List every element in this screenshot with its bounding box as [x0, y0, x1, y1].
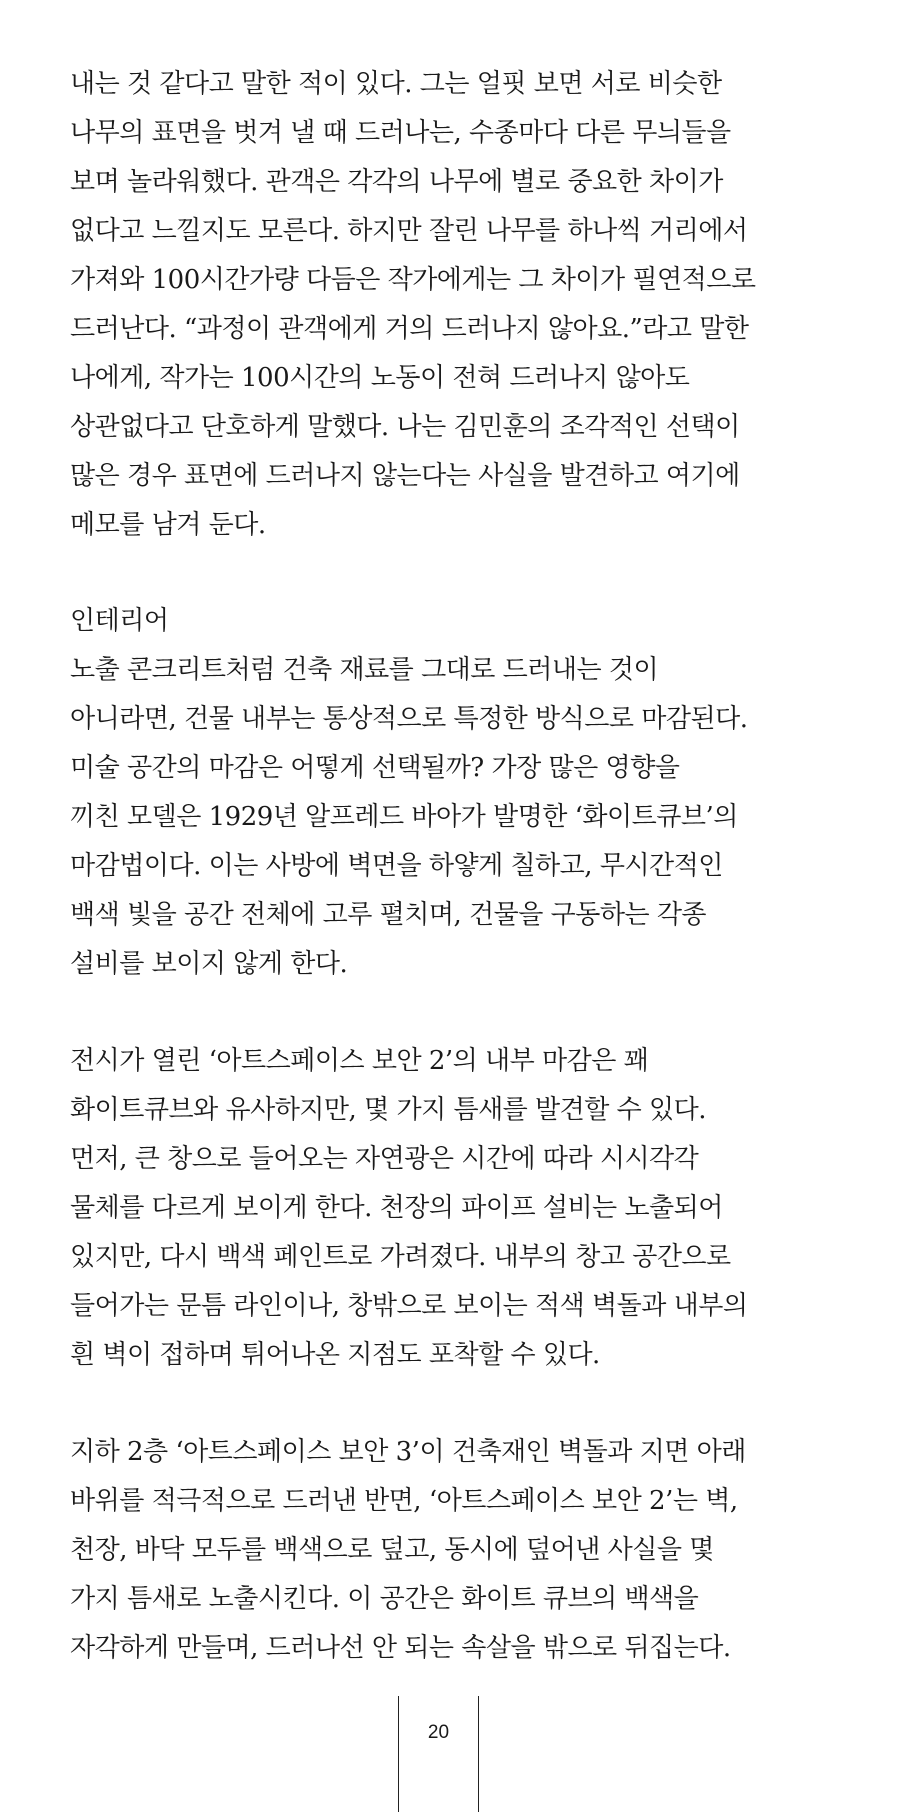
body-paragraph-1 — [70, 60, 756, 550]
text-line: 먼저, 큰 창으로 들어오는 자연광은 시간에 따라 시시각각 — [70, 1144, 699, 1174]
body-paragraph-4 — [70, 1428, 746, 1673]
text-line: 자각하게 만들며, 드러나선 안 되는 속살을 밖으로 뒤집는다. — [70, 1633, 731, 1663]
page-number-box — [398, 1696, 479, 1812]
text-line: 전시가 열린 ‘아트스페이스 보안 2’의 내부 마감은 꽤 — [70, 1046, 649, 1076]
page-number: 20 — [427, 1722, 450, 1743]
text-line: 내는 것 같다고 말한 적이 있다. 그는 얼핏 보면 서로 비슷한 — [70, 69, 722, 99]
text-line: 바위를 적극적으로 드러낸 반면, ‘아트스페이스 보안 2’는 벽, — [70, 1486, 738, 1516]
text-line: 상관없다고 단호하게 말했다. 나는 김민훈의 조각적인 선택이 — [70, 412, 740, 442]
text-line: 나무의 표면을 벗겨 낼 때 드러나는, 수종마다 다른 무늬들을 — [70, 118, 731, 148]
body-paragraph-3 — [70, 1037, 748, 1380]
text-line: 들어가는 문틈 라인이나, 창밖으로 보이는 적색 벽돌과 내부의 — [70, 1291, 748, 1321]
text-line: 화이트큐브와 유사하지만, 몇 가지 틈새를 발견할 수 있다. — [70, 1095, 707, 1125]
text-line: 흰 벽이 접하며 튀어나온 지점도 포착할 수 있다. — [70, 1340, 600, 1370]
text-line: 천장, 바닥 모두를 백색으로 덮고, 동시에 덮어낸 사실을 몇 — [70, 1535, 714, 1565]
text-line: 백색 빛을 공간 전체에 고루 펼치며, 건물을 구동하는 각종 — [70, 900, 707, 930]
text-line: 마감법이다. 이는 사방에 벽면을 하얗게 칠하고, 무시간적인 — [70, 851, 723, 881]
text-line: 드러난다. “과정이 관객에게 거의 드러나지 않아요.”라고 말한 — [70, 314, 749, 344]
text-line: 미술 공간의 마감은 어떻게 선택될까? 가장 많은 영향을 — [70, 753, 680, 783]
text-line: 메모를 남겨 둔다. — [70, 510, 266, 540]
text-line: 지하 2층 ‘아트스페이스 보안 3’이 건축재인 벽돌과 지면 아래 — [70, 1437, 746, 1467]
text-line: 아니라면, 건물 내부는 통상적으로 특정한 방식으로 마감된다. — [70, 704, 748, 734]
text-line: 물체를 다르게 보이게 한다. 천장의 파이프 설비는 노출되어 — [70, 1193, 723, 1223]
text-line: 있지만, 다시 백색 페인트로 가려졌다. 내부의 창고 공간으로 — [70, 1242, 731, 1272]
body-paragraph-2 — [70, 646, 748, 989]
text-line: 설비를 보이지 않게 한다. — [70, 949, 348, 979]
text-line: 나에게, 작가는 100시간의 노동이 전혀 드러나지 않아도 — [70, 363, 690, 393]
text-line: 끼친 모델은 1929년 알프레드 바아가 발명한 ‘화이트큐브’의 — [70, 802, 738, 832]
text-line: 가져와 100시간가량 다듬은 작가에게는 그 차이가 필연적으로 — [70, 265, 756, 295]
text-line: 보며 놀라워했다. 관객은 각각의 나무에 별로 중요한 차이가 — [70, 167, 723, 197]
text-line: 노출 콘크리트처럼 건축 재료를 그대로 드러내는 것이 — [70, 655, 659, 685]
section-heading: 인테리어 — [70, 606, 169, 636]
text-line: 없다고 느낄지도 모른다. 하지만 잘린 나무를 하나씩 거리에서 — [70, 216, 748, 246]
text-line: 많은 경우 표면에 드러나지 않는다는 사실을 발견하고 여기에 — [70, 461, 740, 491]
text-line: 가지 틈새로 노출시킨다. 이 공간은 화이트 큐브의 백색을 — [70, 1584, 699, 1614]
